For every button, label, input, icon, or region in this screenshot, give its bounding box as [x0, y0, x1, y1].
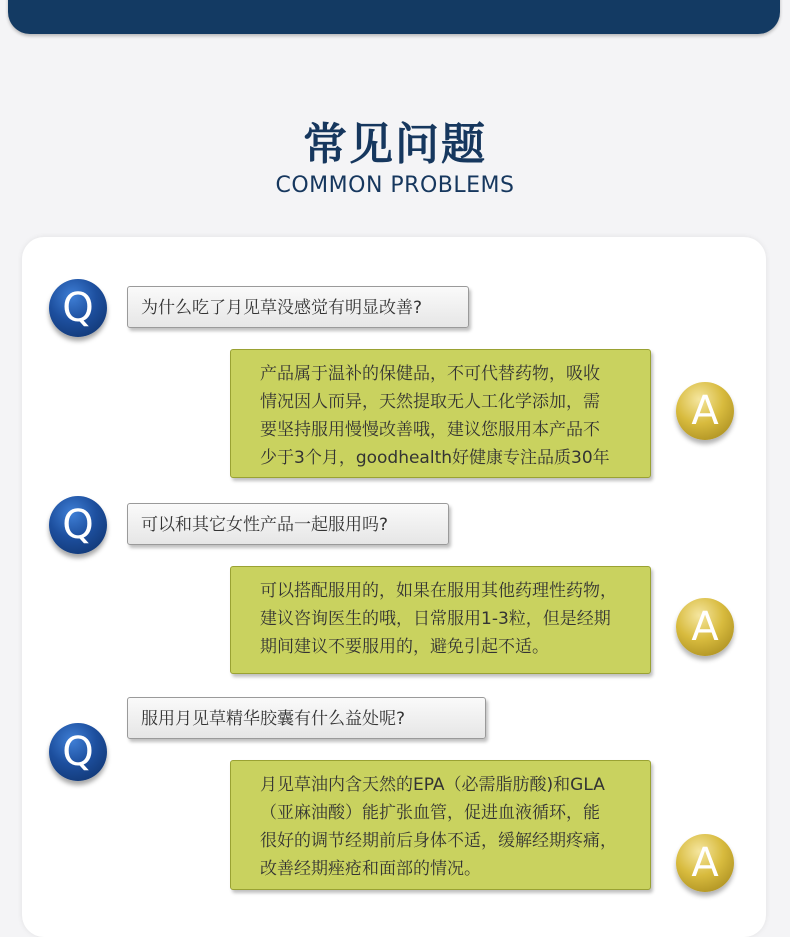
answer-line: 月见草油内含天然的EPA（必需脂肪酸)和GLA: [260, 775, 605, 795]
question-badge-1: Q: [49, 279, 107, 337]
question-bubble-2[interactable]: 可以和其它女性产品一起服用吗?: [127, 503, 449, 545]
top-banner: [8, 0, 780, 34]
question-bubble-3[interactable]: 服用月见草精华胶囊有什么益处呢?: [127, 697, 486, 739]
answer-badge-3: A: [676, 834, 734, 892]
answer-line: 产品属于温补的保健品，不可代替药物，吸收: [260, 364, 600, 384]
answer-bubble-1: [230, 349, 651, 478]
answer-badge-1: A: [676, 382, 734, 440]
answer-line: 少于3个月，goodhealth好健康专注品质30年: [260, 448, 610, 468]
question-badge-3: Q: [49, 723, 107, 781]
question-bubble-1[interactable]: 为什么吃了月见草没感觉有明显改善?: [127, 286, 469, 328]
answer-bubble-3: [230, 760, 651, 890]
answer-line: 改善经期痤疮和面部的情况。: [260, 859, 481, 879]
answer-line: 期间建议不要服用的，避免引起不适。: [260, 637, 549, 657]
answer-line: （亚麻油酸）能扩张血管，促进血液循环，能: [260, 803, 600, 823]
answer-line: 情况因人而异，天然提取无人工化学添加，需: [260, 392, 600, 412]
answer-line: 可以搭配服用的，如果在服用其他药理性药物，: [260, 581, 617, 601]
section-subtitle: COMMON PROBLEMS: [275, 173, 515, 198]
answer-bubble-2: [230, 566, 651, 674]
question-badge-2: Q: [49, 496, 107, 554]
answer-line: 建议咨询医生的哦，日常服用1-3粒，但是经期: [260, 609, 611, 629]
section-title: 常见问题: [303, 119, 487, 170]
answer-line: 很好的调节经期前后身体不适，缓解经期疼痛，: [260, 831, 617, 851]
answer-badge-2: A: [676, 598, 734, 656]
answer-line: 要坚持服用慢慢改善哦，建议您服用本产品不: [260, 420, 600, 440]
